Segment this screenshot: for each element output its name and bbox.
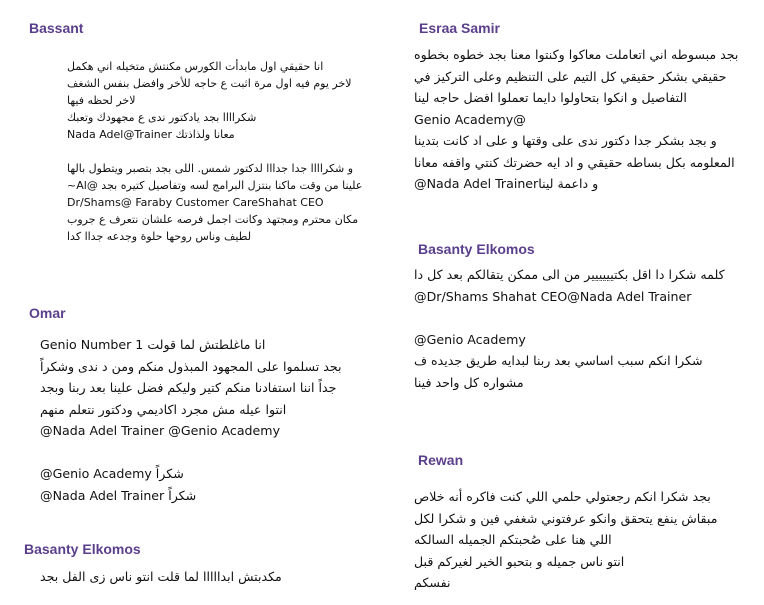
review-line: معانا ولذاذتك Nada Adel@Trainer [67, 128, 235, 141]
review-line: انتو ناس جميله و بتحبو الخير لغيركم قبل [414, 553, 625, 569]
review-line: Genio Academy@ [414, 111, 526, 127]
reviewer-name: Omar [29, 305, 66, 321]
review-line: حقيقي بشكر حقيقي كل التيم على التنظيم وعلى التركيز في [414, 68, 727, 84]
review-line: اللي هنا على صُحبتكم الجميله السالكه [414, 532, 612, 547]
review-line: جداً اننا استفادنا منكم كتير وليكم فضل علينا بعد ربنا وبجد [40, 380, 337, 395]
review-text [67, 58, 367, 245]
review-line: Dr/Shams@ Faraby Customer CareShahat CEO [67, 196, 324, 209]
review-line: بجد مبسوطه اني اتعاملت معاكوا وكنتوا معنا بجد خطوه بخطوه [414, 47, 739, 62]
reviewer-name: Bassant [29, 20, 84, 36]
review-line: انا ماغلطتش لما قولت Genio Number 1 [40, 337, 266, 352]
review-line: شكراً Nada Adel Trainer@ [40, 487, 197, 503]
review-line: @Dr/Shams Shahat CEO@Nada Adel Trainer [414, 288, 692, 304]
review-line: شكرا انكم سبب اساسي بعد ربنا لبدايه طريق جديده ف [414, 353, 703, 368]
review-line: مكان محترم ومجتهد وكانت اجمل فرصه علشان نتعرف ع جروب [67, 213, 359, 226]
review-line: شكراً Genio Academy@ [40, 466, 184, 481]
review-line: مشواره كل واحد فينا [414, 374, 524, 390]
review-line: و شكراااا جدا جدااا لدكتور شمس. اللى بجد بتصبر ويتطول بالها [67, 162, 354, 175]
review-line: لاخر لحظه فيها [67, 94, 136, 107]
review-line: التفاصيل و انكوا بتحاولوا دايما تعملوا افضل حاجه لينا [414, 90, 687, 105]
reviewer-name: Rewan [418, 452, 464, 468]
reviewer-name: Esraa Samir [419, 20, 500, 36]
review-line: لاخر يوم فيه اول مرة اثبت ع حاجه للأخر وافضل بنفس الشغف [67, 77, 352, 90]
reviewer-name: Basanty Elkomos [24, 541, 141, 557]
review-line: @Nada Adel Trainer @Genio Academy [40, 423, 281, 438]
review-text [40, 334, 370, 506]
review-text [414, 264, 754, 393]
review-line: لطيف وناس روحها حلوة وجدعه جداا كدا [67, 230, 252, 243]
review-line: نفسكم [414, 575, 451, 590]
review-text [40, 566, 370, 588]
review-line: @Genio Academy [414, 331, 526, 347]
review-line: شكراااا بجد يادكتور ندى ع مجهودك وتعبك [67, 111, 257, 124]
review-line: مكدبتش ابدااااا لما قلت انتو ناس زى الفل بجد [40, 569, 282, 584]
review-line: انا حقيقي اول مابدأت الكورس مكنتش متخيله اني هكمل [67, 60, 324, 73]
review-line: علينا من وقت ماكنا بنتزل البرامج لسه وتفاصيل كتيره بجد @Al~ [67, 179, 363, 192]
review-line: و بجد بشكر جدا دكتور ندى على وقتها و على اد كانت بتدينا [414, 133, 717, 148]
review-text [414, 44, 754, 195]
review-line: كلمه شكرا دا اقل بكتيييييير من الى ممكن يتقالكم بعد كل دا [414, 267, 725, 282]
review-line: بجد شكرا انكم رجعتولي حلمي اللي كنت فاكره أنه خلاص [414, 489, 711, 504]
review-line: بجد تسلموا على المجهود المبذول منكم ومن د ندى وشكراً [40, 358, 342, 374]
reviewer-name: Basanty Elkomos [418, 241, 535, 257]
review-text [414, 486, 754, 594]
review-line: انتوا عيله مش مجرد اكاديمي ودكتور نتعلم منهم [40, 401, 287, 417]
review-line: و داعمة ليناNada Adel Trainer@ [414, 176, 599, 191]
review-line: المعلومه بكل بساطه حقيقي و اد ايه حضرتك كنتي واقفه معانا [414, 154, 735, 170]
review-line: مبقاش ينفع يتحقق وانكو عرفتوني شغفي فين و شكرا لكل [414, 510, 718, 526]
